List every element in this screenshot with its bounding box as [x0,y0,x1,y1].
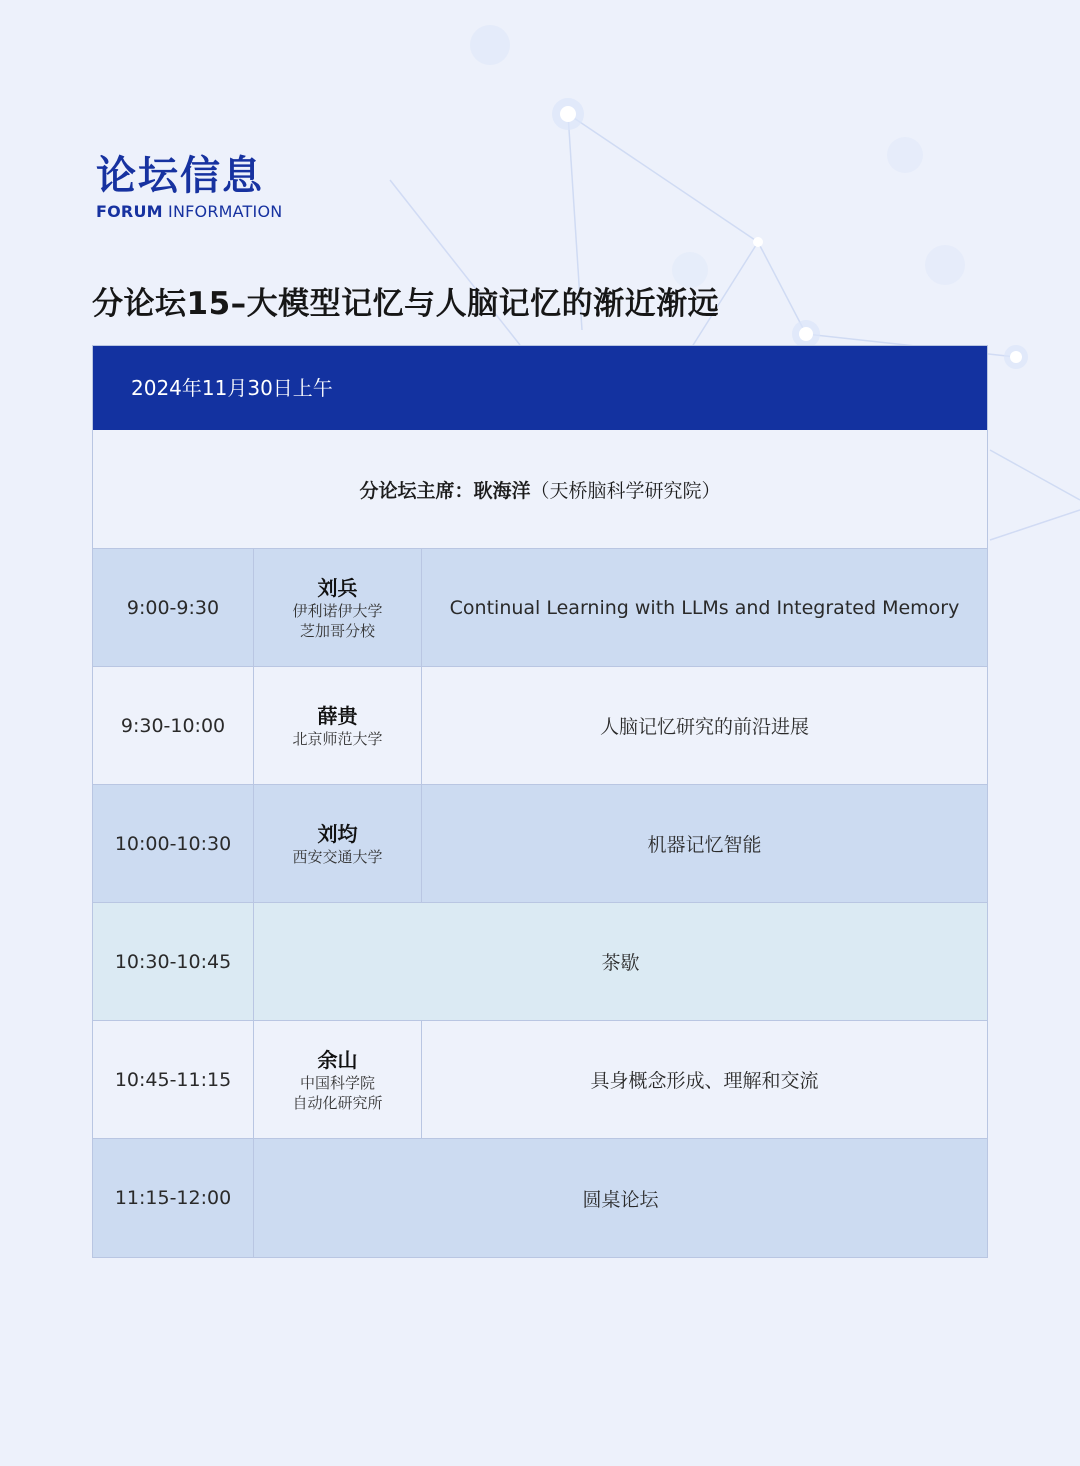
table-row [93,667,987,785]
topic-cell: 茶歇 [601,952,640,974]
speaker-affiliation: 中国科学院 [299,1073,375,1092]
speaker-name: 刘兵 [317,575,358,600]
section-title-en-rest: INFORMATION [162,202,283,221]
speaker-affiliation: 伊利诺伊大学 [292,601,383,620]
table-row [93,1139,987,1257]
time-cell: 9:00-9:30 [93,549,254,666]
topic-cell: 具身概念形成、理解和交流 [590,1070,819,1092]
speaker-cell [254,785,422,902]
table-row [93,785,987,903]
topic-cell: Continual Learning with LLMs and Integrated Memory [449,596,960,619]
table-row [93,1021,987,1139]
chair-affiliation: （天桥脑科学研究院） [530,479,721,502]
time-cell: 9:30-10:00 [93,667,254,784]
section-header [96,152,282,221]
section-title-en-bold: FORUM [96,202,163,221]
date-bar: 2024年11月30日上午 [93,346,987,430]
speaker-affiliation: 自动化研究所 [292,1093,383,1112]
time-cell: 10:00-10:30 [93,785,254,902]
chair-name: 耿海洋 [473,479,531,502]
table-row-break [93,903,987,1021]
speaker-name: 薛贵 [317,703,358,728]
schedule-table [92,345,988,1258]
speaker-affiliation: 西安交通大学 [292,847,383,866]
speaker-cell [254,549,422,666]
forum-title: 分论坛15–大模型记忆与人脑记忆的渐近渐远 [92,286,720,322]
chair-label: 分论坛主席： [359,479,474,502]
time-cell: 11:15-12:00 [93,1139,254,1257]
time-cell: 10:45-11:15 [93,1021,254,1138]
section-title-cn: 论坛信息 [96,153,264,199]
topic-cell: 机器记忆智能 [647,834,762,856]
speaker-affiliation: 芝加哥分校 [299,621,375,640]
time-cell: 10:30-10:45 [93,903,254,1020]
speaker-name: 余山 [317,1047,358,1072]
topic-cell: 圆桌论坛 [582,1188,659,1211]
topic-cell: 人脑记忆研究的前沿进展 [599,716,809,738]
speaker-cell [254,667,422,784]
table-row [93,549,987,667]
section-title-en [96,202,282,221]
speaker-cell [254,1021,422,1138]
speaker-affiliation: 北京师范大学 [292,729,383,748]
chair-row [93,430,987,549]
speaker-name: 刘均 [317,821,358,846]
